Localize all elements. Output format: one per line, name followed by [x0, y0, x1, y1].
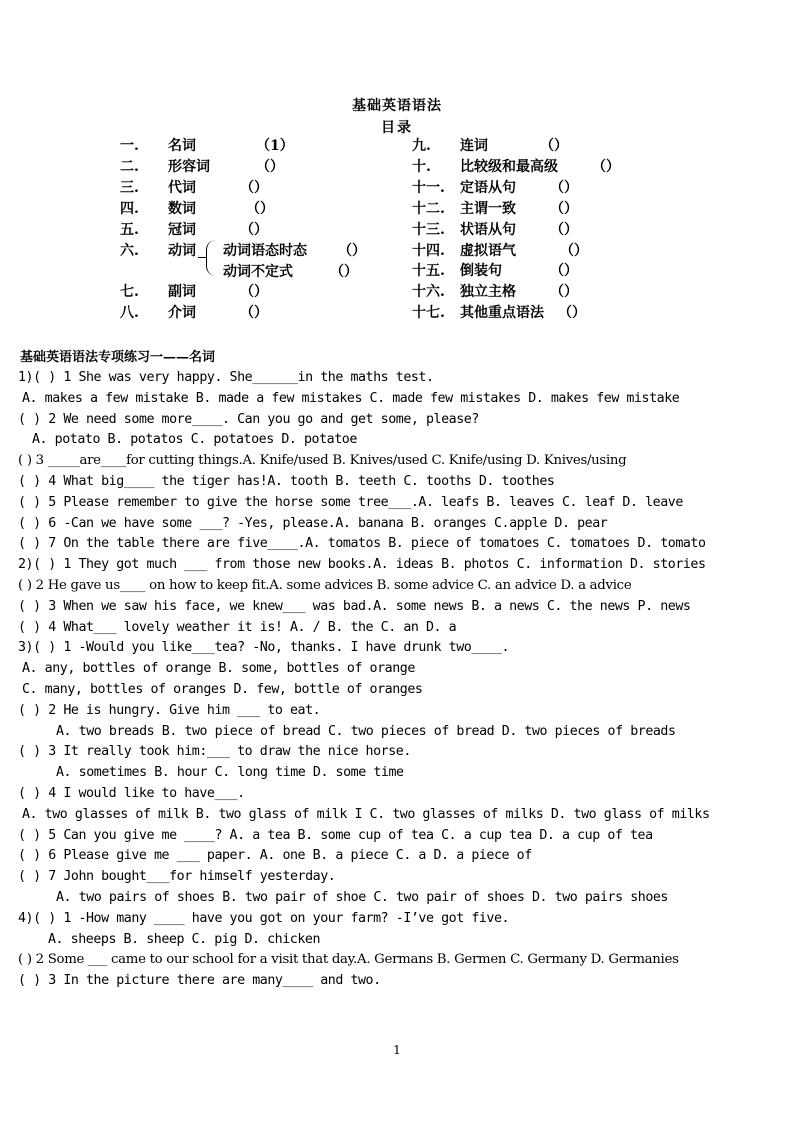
toc-label: 动词: [168, 243, 196, 259]
exercise-line: A. potato B. potatos C. potatoes D. potatoe: [32, 432, 357, 448]
toc-number: 十六.: [412, 284, 445, 300]
toc-page: （）: [550, 201, 578, 217]
exercise-line: 2)( ) 1 They got much ___ from those new books.A. ideas B. photos C. information D. stories: [18, 557, 706, 573]
toc-number: 九.: [412, 138, 431, 154]
exercise-line: ( ) 3 When we saw his face, we knew___ was bad.A. some news B. a news C. the news P. news: [18, 598, 691, 614]
exercise-line: 3)( ) 1 -Would you like___tea? -No, thanks. I have drunk two____.: [18, 640, 510, 656]
exercise-line: ( ) 7 On the table there are five____.A. tomatos B. piece of tomatoes C. tomatoes D. tomato: [18, 536, 706, 552]
exercise-line: A. sheeps B. sheep C. pig D. chicken: [48, 931, 320, 947]
toc-label: 倒装句: [460, 263, 502, 279]
toc-page: （）: [246, 201, 274, 217]
toc-label: 形容词: [168, 159, 210, 175]
exercise-line: ( ) 3 In the picture there are many____ and two.: [18, 973, 381, 989]
exercise-line: ( ) 2 Some ___ came to our school for a visit that day.A. Germans B. Germen C. Germany D. Germanies: [18, 952, 679, 968]
toc-label: 其他重点语法: [460, 305, 544, 321]
toc-number: 十四.: [412, 243, 445, 259]
toc-number: 五.: [120, 222, 139, 238]
toc-number: 十三.: [412, 222, 445, 238]
toc-label: 冠词: [168, 222, 196, 238]
toc-label: 连词: [460, 138, 488, 154]
toc-page: （）: [240, 222, 268, 238]
document-title: 基础英语语法: [352, 98, 442, 114]
exercise-line: A. makes a few mistake B. made a few mistakes C. made few mistakes D. makes few mistake: [22, 390, 680, 406]
toc-sub-label: 动词不定式: [223, 264, 293, 280]
toc-label: 介词: [168, 305, 196, 321]
toc-label: 虚拟语气: [460, 243, 516, 259]
toc-page: （）: [558, 305, 586, 321]
toc-label: 数词: [168, 201, 196, 217]
exercise-line: 1)( ) 1 She was very happy. She______in the maths test.: [18, 370, 434, 385]
exercise-line: ( ) 2 He is hungry. Give him ___ to eat.: [18, 702, 321, 718]
toc-page: （）: [550, 284, 578, 300]
exercise-line: ( ) 2 We need some more____. Can you go and get some, please?: [18, 411, 479, 427]
toc-label: 副词: [168, 284, 196, 300]
toc-page: （）: [240, 284, 268, 300]
toc-label: 状语从句: [460, 222, 516, 238]
toc-label: 独立主格: [460, 284, 516, 300]
exercise-line: A. sometimes B. hour C. long time D. some time: [56, 765, 404, 781]
exercise-line: ( ) 4 What___ lovely weather it is! A. / B. the C. an D. a: [18, 619, 457, 635]
toc-label: 主谓一致: [460, 201, 516, 217]
toc-sub-label: 动词语态时态: [223, 243, 307, 259]
toc-number: 十二.: [412, 201, 445, 217]
toc-page: （）: [240, 305, 268, 321]
exercise-line: A. two breads B. two piece of bread C. two pieces of bread D. two pieces of breads: [56, 723, 676, 739]
toc-number: 十五.: [412, 263, 445, 279]
toc-number: 四.: [120, 201, 139, 217]
section-title: 基础英语语法专项练习一——名词: [20, 350, 216, 365]
exercise-line: ( ) 4 What big____ the tiger has!A. tooth B. teeth C. tooths D. toothes: [18, 473, 555, 489]
toc-page: （）: [550, 222, 578, 238]
toc-page: （）: [560, 243, 588, 259]
exercise-line: ( ) 5 Please remember to give the horse some tree___.A. leafs B. leaves C. leaf D. leave: [18, 494, 683, 510]
toc-page: （）: [240, 180, 268, 196]
toc-sub-page: （）: [330, 264, 358, 280]
exercise-line: ( ) 4 I would like to have___.: [18, 785, 245, 801]
toc-number: 一.: [120, 138, 139, 154]
toc-number: 六.: [120, 243, 139, 259]
toc-label: 定语从句: [460, 180, 516, 196]
page-number: 1: [393, 1043, 401, 1057]
toc-page: （）: [256, 159, 284, 175]
exercise-line: ( ) 3 It really took him:___ to draw the nice horse.: [18, 744, 411, 760]
toc-number: 十一.: [412, 180, 445, 196]
exercise-line: C. many, bottles of oranges D. few, bottle of oranges: [22, 681, 423, 697]
exercise-line: ( ) 7 John bought___for himself yesterday.: [18, 869, 336, 885]
toc-number: 十七.: [412, 305, 445, 321]
exercise-line: ( ) 2 He gave us____ on how to keep fit.A. some advices B. some advice C. an advice D. a advice: [18, 577, 632, 593]
exercise-line: A. any, bottles of orange B. some, bottles of orange: [22, 661, 415, 677]
toc-number: 七.: [120, 284, 139, 300]
toc-page: （）: [540, 138, 568, 154]
toc-page: （）: [592, 159, 620, 175]
toc-label: 名词: [168, 138, 196, 154]
exercise-line: A. two pairs of shoes B. two pair of shoe C. two pair of shoes D. two pairs shoes: [56, 889, 668, 905]
exercise-line: ( ) 6 Please give me ___ paper. A. one B. a piece C. a D. a piece of: [18, 848, 532, 864]
toc-label: 代词: [168, 180, 196, 196]
exercise-line: 4)( ) 1 -How many ____ have you got on your farm? -I’ve got five.: [18, 910, 510, 926]
toc-heading: 目录: [381, 120, 413, 136]
brace-tip: [198, 257, 206, 258]
brace-icon: [206, 240, 217, 276]
toc-number: 十.: [412, 159, 431, 175]
toc-page: （）: [550, 263, 578, 279]
toc-number: 八.: [120, 305, 139, 321]
toc-page: （1）: [256, 138, 294, 154]
exercise-list: [18, 368, 788, 992]
exercise-line: A. two glasses of milk B. two glass of milk I C. two glasses of milks D. two glass of milks: [22, 806, 710, 822]
toc-number: 三.: [120, 180, 139, 196]
toc-label: 比较级和最高级: [460, 159, 558, 175]
toc-number: 二.: [120, 159, 139, 175]
toc-page: （）: [550, 180, 578, 196]
toc-sub-page: （）: [338, 243, 366, 259]
exercise-line: ( ) 3 _____are____for cutting things.A. Knife/used B. Knives/used C. Knife/using D. Knives/using: [18, 453, 627, 469]
exercise-line: ( ) 5 Can you give me ____? A. a tea B. some cup of tea C. a cup tea D. a cup of tea: [18, 827, 653, 843]
exercise-line: ( ) 6 -Can we have some ___? -Yes, please.A. banana B. oranges C.apple D. pear: [18, 515, 608, 531]
